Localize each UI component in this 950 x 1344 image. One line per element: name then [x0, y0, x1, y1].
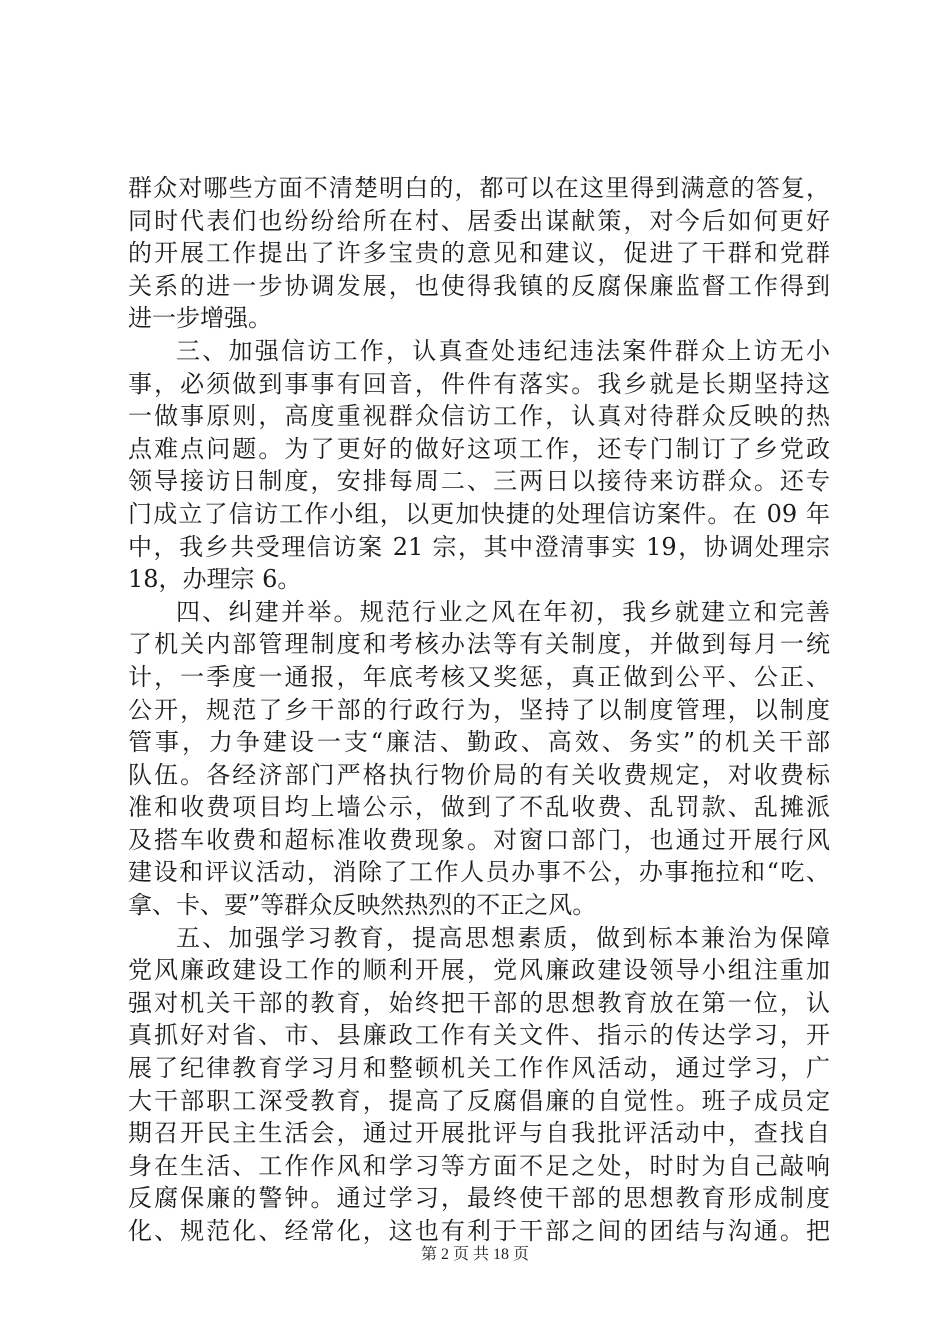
- text-line: 期召开民主生活会，通过开展批评与自我批评活动中，查找自: [128, 1119, 830, 1148]
- text-line: 三、加强信访工作，认真查处违纪违法案件群众上访无小: [176, 336, 830, 365]
- text-line: 关系的进一步协调发展，也使得我镇的反腐保廉监督工作得到: [128, 271, 830, 300]
- text-line: 五、加强学习教育，提高思想素质，做到标本兼治为保障: [176, 923, 830, 952]
- text-line: 化、规范化、经常化，这也有利于干部之间的团结与沟通。把: [128, 1217, 830, 1245]
- text-line: 领导接访日制度，安排每周二、三两日以接待来访群众。还专: [128, 467, 830, 496]
- text-line: 门成立了信访工作小组，以更加快捷的处理信访案件。在 09 年: [128, 499, 830, 528]
- text-line: 真抓好对省、市、县廉政工作有关文件、指示的传达学习，开: [128, 1021, 830, 1050]
- text-line: 事，必须做到事事有回音，件件有落实。我乡就是长期坚持这: [128, 369, 830, 398]
- text-line: 管事，力争建设一支“廉洁、勤政、高效、务实”的机关干部: [128, 728, 830, 757]
- text-line: 了机关内部管理制度和考核办法等有关制度，并做到每月一统: [128, 630, 830, 659]
- text-line: 建设和评议活动，消除了工作人员办事不公，办事拖拉和“吃、: [128, 858, 830, 887]
- text-line: 进一步增强。: [128, 304, 272, 333]
- text-line: 计，一季度一通报，年底考核又奖惩，真正做到公平、公正、: [128, 662, 830, 691]
- text-line: 中，我乡共受理信访案 21 宗，其中澄清事实 19，协调处理宗: [128, 532, 830, 561]
- text-line: 拿、卡、要”等群众反映然热烈的不正之风。: [128, 891, 597, 920]
- text-line: 18，办理宗 6。: [128, 565, 302, 594]
- text-line: 大干部职工深受教育，提高了反腐倡廉的自觉性。班子成员定: [128, 1086, 830, 1115]
- text-line: 的开展工作提出了许多宝贵的意见和建议，促进了干群和党群: [128, 239, 830, 268]
- text-line: 展了纪律教育学习月和整顿机关工作作风活动，通过学习，广: [128, 1054, 830, 1083]
- page-number-footer: 第 2 页 共 18 页: [420, 1246, 529, 1263]
- text-line: 党风廉政建设工作的顺利开展，党风廉政建设领导小组注重加: [128, 956, 830, 985]
- body-text: [128, 172, 830, 1248]
- text-line: 准和收费项目均上墙公示，做到了不乱收费、乱罚款、乱摊派: [128, 793, 830, 822]
- text-line: 点难点问题。为了更好的做好这项工作，还专门制订了乡党政: [128, 434, 830, 463]
- text-line: 反腐保廉的警钟。通过学习，最终使干部的思想教育形成制度: [128, 1184, 830, 1213]
- text-line: 强对机关干部的教育，始终把干部的思想教育放在第一位，认: [128, 988, 830, 1017]
- text-line: 群众对哪些方面不清楚明白的，都可以在这里得到满意的答复，: [128, 174, 830, 202]
- text-line: 身在生活、工作作风和学习等方面不足之处，时时为自己敲响: [128, 1151, 830, 1180]
- text-line: 一做事原则，高度重视群众信访工作，认真对待群众反映的热: [128, 402, 830, 431]
- text-line: 四、纠建并举。规范行业之风在年初，我乡就建立和完善: [176, 597, 830, 626]
- text-line: 公开，规范了乡干部的行政行为，坚持了以制度管理，以制度: [128, 695, 830, 724]
- text-line: 同时代表们也纷纷给所在村、居委出谋献策，对今后如何更好: [128, 206, 830, 235]
- text-line: 及搭车收费和超标准收费现象。对窗口部门，也通过开展行风: [128, 825, 830, 854]
- text-line: 队伍。各经济部门严格执行物价局的有关收费规定，对收费标: [128, 760, 830, 789]
